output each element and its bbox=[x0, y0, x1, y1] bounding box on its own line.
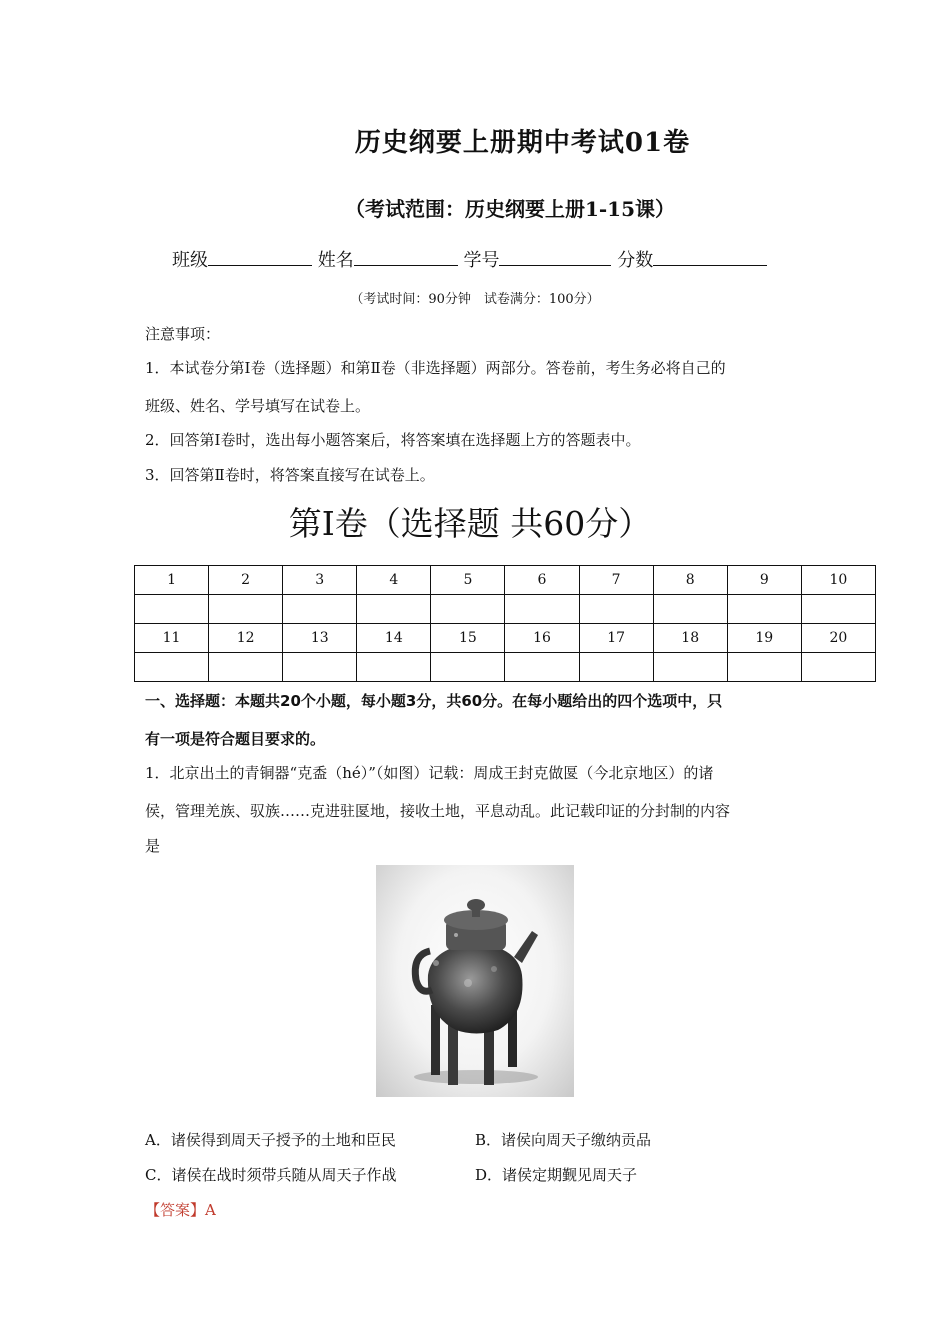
table-cell: 19 bbox=[727, 624, 801, 653]
instructions-line-2: 有一项是符合题目要求的。 bbox=[145, 730, 326, 748]
table-cell: 9 bbox=[727, 566, 801, 595]
student-info-line bbox=[172, 246, 767, 272]
table-cell: 17 bbox=[579, 624, 653, 653]
answer-cell[interactable] bbox=[283, 653, 357, 682]
table-cell: 7 bbox=[579, 566, 653, 595]
answer-cell[interactable] bbox=[357, 595, 431, 624]
option-b[interactable]: B．诸侯向周天子缴纳贡品 bbox=[475, 1131, 652, 1149]
answer-table-number-row-2 bbox=[135, 624, 876, 653]
table-cell: 18 bbox=[653, 624, 727, 653]
answer-cell[interactable] bbox=[135, 653, 209, 682]
option-d[interactable]: D．诸侯定期觐见周天子 bbox=[475, 1166, 638, 1184]
answer-cell[interactable] bbox=[579, 595, 653, 624]
exam-title: 历史纲要上册期中考试01卷 bbox=[354, 128, 691, 158]
answer-cell[interactable] bbox=[653, 595, 727, 624]
answer-table bbox=[134, 565, 876, 682]
answer-cell[interactable] bbox=[505, 595, 579, 624]
note-item-1-line-2: 班级、姓名、学号填写在试卷上。 bbox=[145, 397, 371, 415]
question-1-line-2: 侯，管理羌族、驭族……克进驻匽地，接收土地，平息动乱。此记载印证的分封制的内容 bbox=[145, 802, 731, 820]
bronze-vessel-image bbox=[376, 865, 574, 1097]
id-label: 学号 bbox=[463, 250, 500, 271]
answer-cell[interactable] bbox=[727, 653, 801, 682]
id-blank[interactable] bbox=[499, 247, 611, 266]
note-item-1-line-1: 1．本试卷分第Ⅰ卷（选择题）和第Ⅱ卷（非选择题）两部分。答卷前，考生务必将自己的 bbox=[145, 359, 726, 377]
score-blank[interactable] bbox=[653, 247, 767, 266]
note-item-2: 2．回答第Ⅰ卷时，选出每小题答案后，将答案填在选择题上方的答题表中。 bbox=[145, 431, 641, 449]
option-c[interactable]: C．诸侯在战时须带兵随从周天子作战 bbox=[145, 1166, 397, 1184]
answer-cell[interactable] bbox=[801, 653, 875, 682]
table-cell: 20 bbox=[801, 624, 875, 653]
note-item-3: 3．回答第Ⅱ卷时，将答案直接写在试卷上。 bbox=[145, 466, 435, 484]
class-label: 班级 bbox=[172, 250, 208, 271]
notes-heading: 注意事项： bbox=[145, 325, 221, 343]
answer-text: 【答案】A bbox=[145, 1201, 216, 1219]
name-blank[interactable] bbox=[354, 247, 458, 266]
answer-cell[interactable] bbox=[209, 595, 283, 624]
option-a[interactable]: A．诸侯得到周天子授予的土地和臣民 bbox=[145, 1131, 396, 1149]
bronze-he-vessel-illustration bbox=[376, 865, 574, 1097]
table-cell: 8 bbox=[653, 566, 727, 595]
answer-cell[interactable] bbox=[431, 595, 505, 624]
answer-cell[interactable] bbox=[431, 653, 505, 682]
table-cell: 15 bbox=[431, 624, 505, 653]
answer-cell[interactable] bbox=[209, 653, 283, 682]
table-cell: 16 bbox=[505, 624, 579, 653]
table-cell: 13 bbox=[283, 624, 357, 653]
table-cell: 14 bbox=[357, 624, 431, 653]
answer-cell[interactable] bbox=[357, 653, 431, 682]
answer-cell[interactable] bbox=[135, 595, 209, 624]
answer-table-number-row-1 bbox=[135, 566, 876, 595]
table-cell: 5 bbox=[431, 566, 505, 595]
table-cell: 1 bbox=[135, 566, 209, 595]
table-cell: 2 bbox=[209, 566, 283, 595]
answer-table-blank-row-2 bbox=[135, 653, 876, 682]
question-1-line-1: 1．北京出土的青铜器“克盉（hé）”（如图）记载：周成王封克做匽（今北京地区）的诸 bbox=[145, 764, 714, 782]
table-cell: 3 bbox=[283, 566, 357, 595]
exam-subtitle: （考试范围：历史纲要上册1-15课） bbox=[344, 197, 676, 221]
answer-cell[interactable] bbox=[653, 653, 727, 682]
table-cell: 4 bbox=[357, 566, 431, 595]
table-cell: 11 bbox=[135, 624, 209, 653]
answer-cell[interactable] bbox=[727, 595, 801, 624]
answer-table-blank-row-1 bbox=[135, 595, 876, 624]
instructions-line-1: 一、选择题：本题共20个小题，每小题3分，共60分。在每小题给出的四个选项中，只 bbox=[145, 692, 723, 710]
table-cell: 6 bbox=[505, 566, 579, 595]
class-blank[interactable] bbox=[208, 247, 312, 266]
table-cell: 12 bbox=[209, 624, 283, 653]
score-label: 分数 bbox=[617, 250, 654, 271]
question-1-line-3: 是 bbox=[145, 837, 161, 855]
answer-cell[interactable] bbox=[801, 595, 875, 624]
section-title: 第Ⅰ卷（选择题 共60分） bbox=[288, 504, 652, 543]
answer-cell[interactable] bbox=[579, 653, 653, 682]
exam-time-info: （考试时间：90分钟 试卷满分：100分） bbox=[350, 292, 600, 307]
answer-cell[interactable] bbox=[283, 595, 357, 624]
answer-cell[interactable] bbox=[505, 653, 579, 682]
name-label: 姓名 bbox=[317, 250, 354, 271]
table-cell: 10 bbox=[801, 566, 875, 595]
